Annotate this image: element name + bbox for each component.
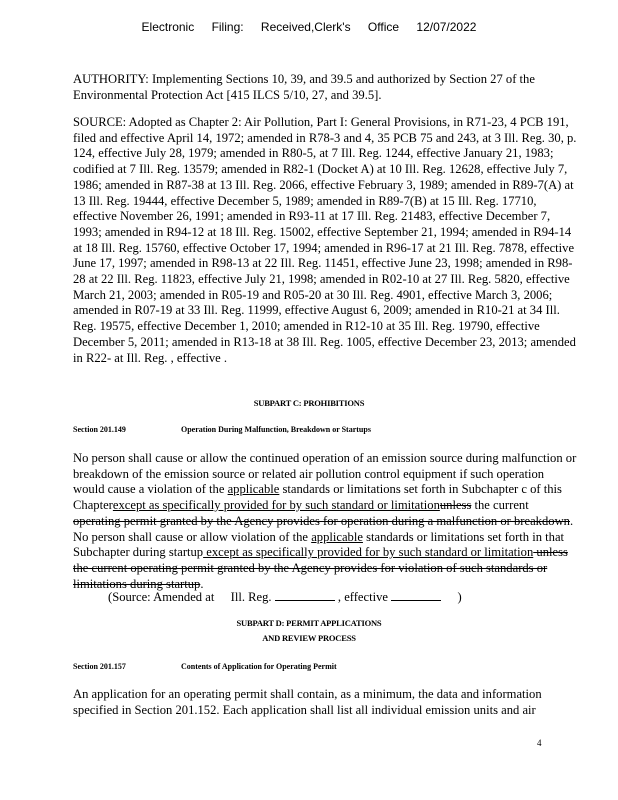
- section-157-number: Section 201.157: [73, 662, 126, 671]
- authority-paragraph: AUTHORITY: Implementing Sections 10, 39, and 39.5 and authorized by Section 27 of the Environmental Protection Act [415 ILCS 5/10, 27, and 39.5].: [73, 72, 535, 102]
- body-text: No person shall cause or allow the continued operation of an emission source during malfunction or breakdown of the emission source or related air pollution control equipment if such operation would cause a violation of the: [73, 451, 577, 497]
- body-text: standards or limitations set forth in Subchapter c of this Chapter: [73, 482, 562, 513]
- header-office: Office: [367, 20, 400, 34]
- inserted-text: except as specifically provided for by such standard or limitation: [112, 498, 440, 513]
- section-149-body: [73, 451, 578, 592]
- header-filing: Filing:: [211, 20, 244, 34]
- header-date: 12/07/2022: [416, 20, 477, 34]
- body-text: . No person shall cause or allow violation of the: [73, 513, 574, 544]
- page-number: 4: [537, 738, 542, 748]
- source-paragraph: SOURCE: Adopted as Chapter 2: Air Pollution, Part I: General Provisions, in R71-23, 4 PCB 191, filed and effective April 14, 1972; amended in R78-3 and 4, 35 PCB 75 and 243, at 3 Ill. Reg. 30, p. 124, effective July 28, 1979; amended in R80-5, at 7 Ill. Reg. 1244, effective January 21, 1983; codified at 7 Ill. Reg. 13579; amended in R82-1 (Docket A) at 10 Ill. Reg. 12628, effective July 7, 1986; amended in R87-38 at 13 Ill. Reg. 2066, effective February 3, 1989; amended in R89-7(A) at 13 Ill. Reg. 19444, effective December 5, 1989; amended in R89-7(B) at 15 Ill. Reg. 17710, effective November 26, 1991; amended in R93-11 at 17 Ill. Reg. 21483, effective December 7, 1993; amended in R94-12 at 18 Ill. Reg. 15002, effective September 21, 1994; amended in R94-14 at 18 Ill. Reg. 15760, effective October 17, 1994; amended in R96-17 at 21 Ill. Reg. 7878, effective June 17, 1997; amended in R98-13 at 22 Ill. Reg. 11451, effective June 23, 1998; amended in R98-28 at 22 Ill. Reg. 11823, effective July 21, 1998; amended in R02-10 at 27 Ill. Reg. 5820, effective March 21, 2003; amended in R05-19 and R05-20 at 30 Ill. Reg. 4901, effective March 3, 2006; amended in R07-19 at 33 Ill. Reg. 11999, effective August 6, 2009; amended in R10-21 at 34 Ill. Reg. 19575, effective December 1, 2010; amended in R12-10 at 35 Ill. Reg. 19790, effective December 5, 2011; amended in R13-18 at 38 Ill. Reg. 1005, effective December 23, 2013; amended in R22- at Ill. Reg. , effective .: [73, 115, 577, 365]
- inserted-text: except as specifically provided for by such standard or limitation: [203, 545, 534, 560]
- filing-header: [0, 20, 618, 34]
- deleted-text: operating permit granted by the Agency provides for operation during a malfunction or breakdown: [73, 513, 570, 528]
- section-149-heading: [73, 425, 371, 434]
- source-note-ill-reg: Ill. Reg.: [230, 590, 272, 604]
- body-text: the current: [471, 498, 529, 513]
- source-note-effective: , effective: [337, 590, 389, 604]
- header-electronic: Electronic: [141, 20, 195, 34]
- section-149-number: Section 201.149: [73, 425, 126, 434]
- source-note-label: (Source: Amended at: [108, 590, 215, 604]
- section-157-title: Contents of Application for Operating Permit: [181, 662, 337, 671]
- subpart-d-heading-line1: SUBPART D: PERMIT APPLICATIONS: [236, 618, 382, 628]
- deleted-text: unless the current operating permit granted by the Agency provides for violation of such standards or limitations during startup: [73, 545, 568, 591]
- source-note: [108, 590, 462, 605]
- inserted-text: applicable: [311, 529, 363, 544]
- section-157-heading: [73, 662, 337, 671]
- subpart-d-heading-line2: AND REVIEW PROCESS: [262, 633, 356, 643]
- section-157-body: An application for an operating permit shall contain, as a minimum, the data and information specified in Section 201.152. Each application shall list all individual emission units and air: [73, 687, 542, 717]
- inserted-text: applicable: [227, 482, 280, 497]
- header-received: Received,Clerk's: [260, 20, 351, 34]
- source-note-close: ): [457, 590, 462, 604]
- section-149-title: Operation During Malfunction, Breakdown or Startups: [181, 425, 371, 434]
- subpart-c-heading: SUBPART C: PROHIBITIONS: [253, 398, 365, 408]
- deleted-text: unless: [439, 498, 472, 513]
- body-text: .: [200, 576, 204, 591]
- body-text: standards or limitations set forth in that Subchapter during startup: [73, 529, 565, 560]
